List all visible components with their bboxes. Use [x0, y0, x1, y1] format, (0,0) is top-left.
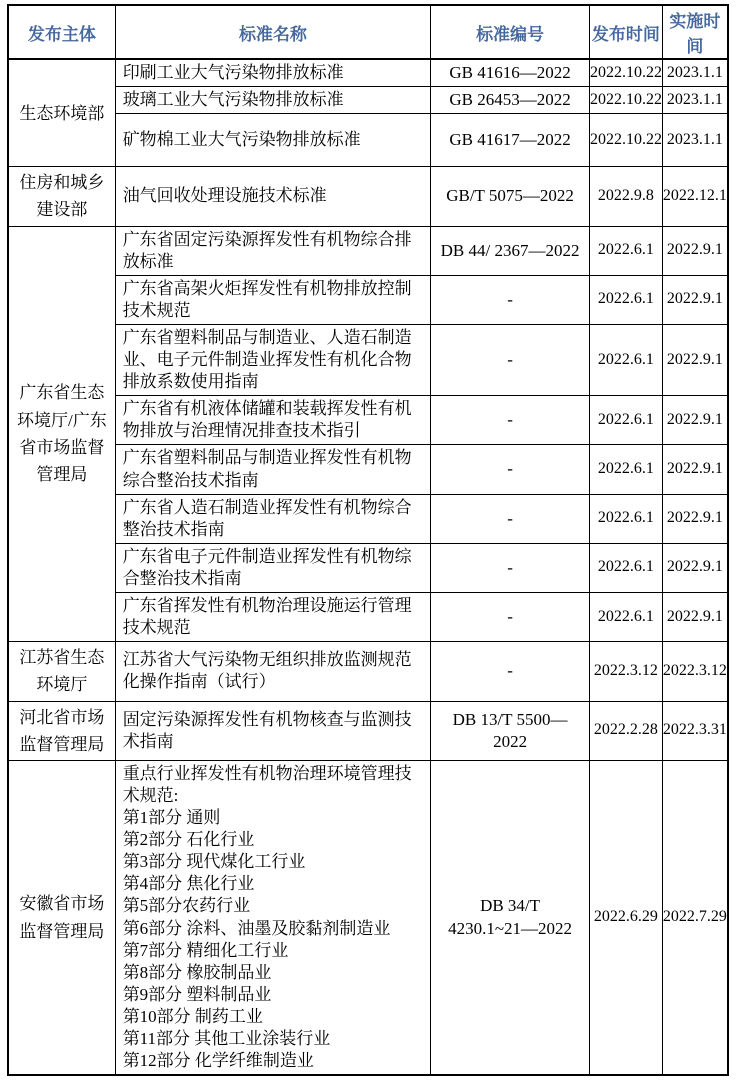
standards-table [7, 4, 729, 1076]
standard-number-cell: - [431, 275, 590, 324]
table-body [8, 59, 728, 1075]
table-header [8, 5, 728, 59]
standard-name-cell: 重点行业挥发性有机物治理环境管理技术规范: 第1部分 通则 第2部分 石化行业 第3部分 现代煤化工行业 第4部分 焦化行业 第5部分农药行业 第6部分 涂料、油墨及胶黏剂制造业 第7部分 精细化工行业 第8部分 橡胶制品业 第9部分 塑料制品业 第10部分 制药工业 第11部分 其他工业涂装行业 第12部分 化学纤维制造业 [115, 760, 431, 1075]
standard-number-cell: DB 34/T 4230.1~21—2022 [431, 760, 590, 1075]
standard-name-cell: 印刷工业大气污染物排放标准 [115, 59, 431, 87]
table-row [8, 59, 728, 87]
publisher-cell: 安徽省市场监督管理局 [8, 760, 115, 1075]
publish-date-cell: 2022.6.1 [589, 324, 662, 395]
standard-number-cell: - [431, 592, 590, 641]
standard-name-cell: 广东省固定污染源挥发性有机物综合排放标准 [115, 226, 431, 275]
standard-name-cell: 油气回收处理设施技术标准 [115, 167, 431, 226]
standard-number-cell: DB 13/T 5500— 2022 [431, 701, 590, 760]
table-row [8, 642, 728, 701]
table-row [8, 445, 728, 494]
standard-name-cell: 广东省塑料制品与制造业、人造石制造业、电子元件制造业挥发性有机化合物排放系数使用指南 [115, 324, 431, 395]
publish-date-cell: 2022.6.1 [589, 275, 662, 324]
standard-name-cell: 广东省有机液体储罐和装载挥发性有机物排放与治理情况排查技术指引 [115, 396, 431, 445]
standard-number-cell: GB 41617—2022 [431, 114, 590, 167]
table-row [8, 760, 728, 1075]
standard-number-cell: - [431, 396, 590, 445]
standard-number-cell: - [431, 642, 590, 701]
publisher-cell: 住房和城乡建设部 [8, 167, 115, 226]
publish-date-cell: 2022.10.22 [589, 87, 662, 114]
header-row [8, 5, 728, 59]
standard-number-cell: GB 41616—2022 [431, 59, 590, 87]
table-row [8, 701, 728, 760]
table-row [8, 87, 728, 114]
table-row [8, 543, 728, 592]
implement-date-cell: 2022.3.12 [662, 642, 728, 701]
standard-name-cell: 广东省高架火炬挥发性有机物排放控制技术规范 [115, 275, 431, 324]
implement-date-cell: 2022.9.1 [662, 275, 728, 324]
implement-date-cell: 2022.9.1 [662, 445, 728, 494]
publish-date-cell: 2022.2.28 [589, 701, 662, 760]
standard-number-cell: GB 26453—2022 [431, 87, 590, 114]
publish-date-cell: 2022.6.1 [589, 396, 662, 445]
standard-number-cell: - [431, 543, 590, 592]
standard-number-cell: DB 44/ 2367—2022 [431, 226, 590, 275]
standard-name-cell: 玻璃工业大气污染物排放标准 [115, 87, 431, 114]
publish-date-cell: 2022.6.1 [589, 543, 662, 592]
standard-name-cell: 广东省挥发性有机物治理设施运行管理技术规范 [115, 592, 431, 641]
standard-number-cell: - [431, 494, 590, 543]
publish-date-cell: 2022.10.22 [589, 59, 662, 87]
publish-date-cell: 2022.6.1 [589, 445, 662, 494]
standard-number-cell: - [431, 445, 590, 494]
standard-name-cell: 矿物棉工业大气污染物排放标准 [115, 114, 431, 167]
standard-name-cell: 固定污染源挥发性有机物核查与监测技术指南 [115, 701, 431, 760]
table-row [8, 167, 728, 226]
implement-date-cell: 2022.9.1 [662, 324, 728, 395]
implement-date-cell: 2022.7.29 [662, 760, 728, 1075]
header-implement-date: 实施时间 [662, 5, 728, 59]
implement-date-cell: 2023.1.1 [662, 59, 728, 87]
publisher-cell: 江苏省生态环境厅 [8, 642, 115, 701]
standard-name-cell: 广东省人造石制造业挥发性有机物综合整治技术指南 [115, 494, 431, 543]
header-standard-name: 标准名称 [115, 5, 431, 59]
header-standard-number: 标准编号 [431, 5, 590, 59]
publish-date-cell: 2022.6.1 [589, 226, 662, 275]
implement-date-cell: 2022.9.1 [662, 494, 728, 543]
standard-name-cell: 江苏省大气污染物无组织排放监测规范化操作指南（试行） [115, 642, 431, 701]
publish-date-cell: 2022.6.29 [589, 760, 662, 1075]
publish-date-cell: 2022.6.1 [589, 592, 662, 641]
standard-name-cell: 广东省塑料制品与制造业挥发性有机物综合整治技术指南 [115, 445, 431, 494]
publisher-cell: 河北省市场监督管理局 [8, 701, 115, 760]
table-row [8, 114, 728, 167]
table-row [8, 275, 728, 324]
table-row [8, 494, 728, 543]
publisher-cell: 生态环境部 [8, 59, 115, 167]
publish-date-cell: 2022.10.22 [589, 114, 662, 167]
implement-date-cell: 2022.9.1 [662, 543, 728, 592]
publish-date-cell: 2022.9.8 [589, 167, 662, 226]
implement-date-cell: 2023.1.1 [662, 114, 728, 167]
implement-date-cell: 2023.1.1 [662, 87, 728, 114]
table-row [8, 226, 728, 275]
implement-date-cell: 2022.3.31 [662, 701, 728, 760]
publish-date-cell: 2022.6.1 [589, 494, 662, 543]
standard-name-cell: 广东省电子元件制造业挥发性有机物综合整治技术指南 [115, 543, 431, 592]
implement-date-cell: 2022.12.1 [662, 167, 728, 226]
publish-date-cell: 2022.3.12 [589, 642, 662, 701]
header-publish-date: 发布时间 [589, 5, 662, 59]
publisher-cell: 广东省生态 环境厅/广东 省市场监督 管理局 [8, 226, 115, 642]
header-publisher: 发布主体 [8, 5, 115, 59]
standard-number-cell: GB/T 5075—2022 [431, 167, 590, 226]
standard-number-cell: - [431, 324, 590, 395]
table-row [8, 396, 728, 445]
table-row [8, 324, 728, 395]
implement-date-cell: 2022.9.1 [662, 592, 728, 641]
implement-date-cell: 2022.9.1 [662, 396, 728, 445]
table-row [8, 592, 728, 641]
implement-date-cell: 2022.9.1 [662, 226, 728, 275]
